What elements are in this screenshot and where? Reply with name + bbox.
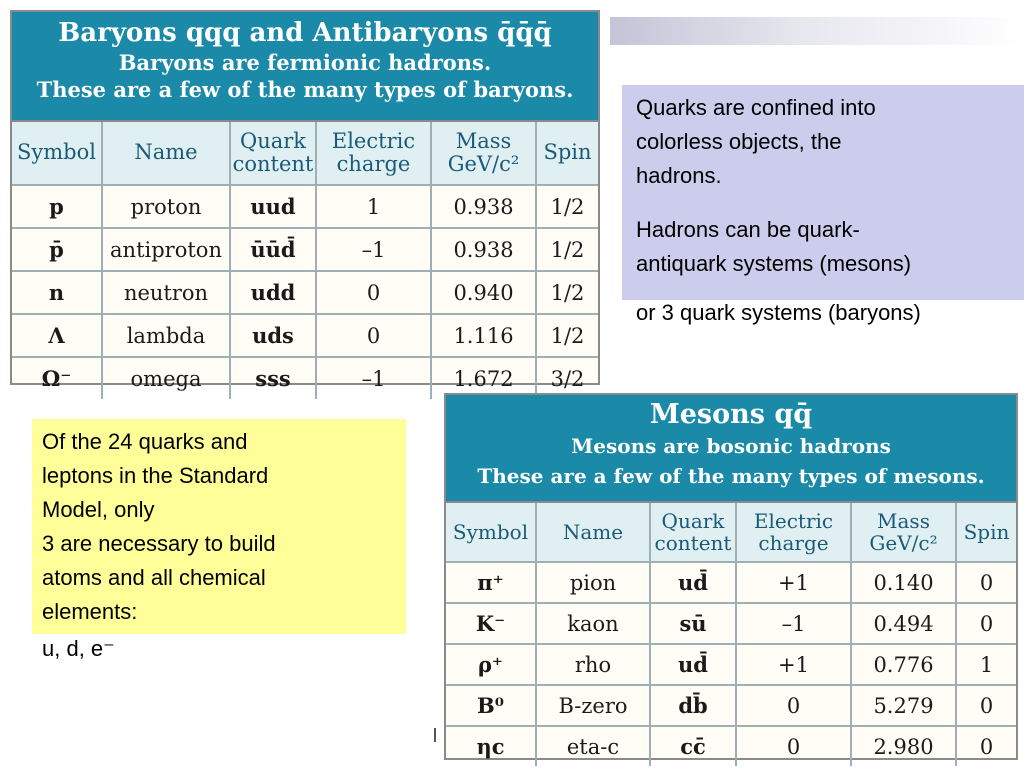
spin-cell: 1/2 bbox=[536, 228, 598, 271]
mass-cell: 5.279 bbox=[851, 685, 956, 726]
symbol-cell: ρ⁺ bbox=[446, 644, 536, 685]
note-line: antiquark systems (mesons) bbox=[636, 251, 912, 276]
name-cell: neutron bbox=[102, 271, 230, 314]
symbol-cell: B⁰ bbox=[446, 685, 536, 726]
column-header-quark-content: Quark content bbox=[650, 503, 736, 562]
spin-cell: 0 bbox=[956, 685, 1016, 726]
meson-table bbox=[444, 393, 1018, 760]
spin-cell: 1 bbox=[956, 644, 1016, 685]
symbol-cell: p̄ bbox=[12, 228, 102, 271]
charge-cell: –1 bbox=[316, 357, 431, 399]
quark-cell: db̄ bbox=[650, 685, 736, 726]
charge-cell: –1 bbox=[316, 228, 431, 271]
spin-cell: 1/2 bbox=[536, 271, 598, 314]
column-header-name: Name bbox=[102, 122, 230, 185]
name-cell: eta-c bbox=[536, 726, 650, 766]
name-cell: proton bbox=[102, 185, 230, 228]
charge-cell: 0 bbox=[736, 726, 851, 766]
charge-cell: –1 bbox=[736, 603, 851, 644]
meson-table-header bbox=[446, 395, 1016, 503]
table-row bbox=[446, 726, 1016, 766]
note-line: Hadrons can be quark- bbox=[636, 217, 860, 242]
quark-cell: sss bbox=[230, 357, 316, 399]
charge-cell: +1 bbox=[736, 562, 851, 603]
quark-cell: sū bbox=[650, 603, 736, 644]
spin-cell: 0 bbox=[956, 603, 1016, 644]
column-header-symbol: Symbol bbox=[12, 122, 102, 185]
charge-cell: 0 bbox=[316, 314, 431, 357]
confinement-note bbox=[622, 85, 1024, 300]
column-header-spin: Spin bbox=[536, 122, 598, 185]
spin-cell: 0 bbox=[956, 726, 1016, 766]
spin-cell: 3/2 bbox=[536, 357, 598, 399]
decorative-gradient-bar bbox=[610, 17, 1024, 45]
column-header-quark-content: Quark content bbox=[230, 122, 316, 185]
note-line: elements: bbox=[42, 599, 138, 624]
table-row bbox=[12, 271, 598, 314]
mass-cell: 2.980 bbox=[851, 726, 956, 766]
table-row bbox=[446, 685, 1016, 726]
mass-cell: 1.672 bbox=[431, 357, 536, 399]
meson-subtitle-2: These are a few of the many types of mesons. bbox=[477, 464, 985, 488]
name-cell: pion bbox=[536, 562, 650, 603]
column-header-electric-charge: Electric charge bbox=[736, 503, 851, 562]
mass-cell: 0.776 bbox=[851, 644, 956, 685]
mass-cell: 0.938 bbox=[431, 185, 536, 228]
quark-cell: uud bbox=[230, 185, 316, 228]
quark-cell: ud̄ bbox=[650, 644, 736, 685]
symbol-cell: Λ bbox=[12, 314, 102, 357]
table-row bbox=[12, 228, 598, 271]
table-row bbox=[446, 603, 1016, 644]
note-line: atoms and all chemical bbox=[42, 565, 266, 590]
name-cell: omega bbox=[102, 357, 230, 399]
baryon-table-header bbox=[12, 12, 598, 122]
quark-cell: udd bbox=[230, 271, 316, 314]
quark-cell: cc̄ bbox=[650, 726, 736, 766]
mass-cell: 0.940 bbox=[431, 271, 536, 314]
symbol-cell: K⁻ bbox=[446, 603, 536, 644]
spin-cell: 0 bbox=[956, 562, 1016, 603]
symbol-cell: n bbox=[12, 271, 102, 314]
symbol-cell: π⁺ bbox=[446, 562, 536, 603]
standard-model-note bbox=[32, 419, 406, 634]
note-line: hadrons. bbox=[636, 163, 722, 188]
note-line: u, d, e⁻ bbox=[42, 636, 115, 661]
baryon-table bbox=[10, 10, 600, 391]
charge-cell: +1 bbox=[736, 644, 851, 685]
charge-cell: 1 bbox=[316, 185, 431, 228]
meson-subtitle-1: Mesons are bosonic hadrons bbox=[571, 434, 891, 458]
symbol-cell: ηc bbox=[446, 726, 536, 766]
column-header-name: Name bbox=[536, 503, 650, 562]
meson-title: Mesons qq̄ bbox=[649, 399, 813, 430]
note-line: Quarks are confined into bbox=[636, 95, 876, 120]
baryon-title: Baryons qqq and Antibaryons q̄q̄q̄ bbox=[58, 18, 552, 48]
symbol-cell: Ω⁻ bbox=[12, 357, 102, 399]
note-line: Model, only bbox=[42, 497, 155, 522]
mass-cell: 0.494 bbox=[851, 603, 956, 644]
baryon-subtitle-2: These are a few of the many types of baryons. bbox=[36, 77, 574, 102]
name-cell: antiproton bbox=[102, 228, 230, 271]
name-cell: kaon bbox=[536, 603, 650, 644]
note-line: or 3 quark systems (baryons) bbox=[636, 300, 921, 325]
symbol-cell: p bbox=[12, 185, 102, 228]
note-line: 3 are necessary to build bbox=[42, 531, 276, 556]
column-header-symbol: Symbol bbox=[446, 503, 536, 562]
column-header-electric-charge: Electric charge bbox=[316, 122, 431, 185]
name-cell: B-zero bbox=[536, 685, 650, 726]
column-header-spin: Spin bbox=[956, 503, 1016, 562]
baryon-subtitle-1: Baryons are fermionic hadrons. bbox=[118, 50, 492, 75]
note-line: colorless objects, the bbox=[636, 129, 842, 154]
mass-cell: 1.116 bbox=[431, 314, 536, 357]
mass-cell: 0.140 bbox=[851, 562, 956, 603]
table-row bbox=[446, 644, 1016, 685]
quark-cell: ūūd̄ bbox=[230, 228, 316, 271]
charge-cell: 0 bbox=[316, 271, 431, 314]
spin-cell: 1/2 bbox=[536, 185, 598, 228]
note-line: leptons in the Standard bbox=[42, 463, 269, 488]
column-header-mass: Mass GeV/c² bbox=[851, 503, 956, 562]
note-line: Of the 24 quarks and bbox=[42, 429, 248, 454]
table-row bbox=[12, 314, 598, 357]
column-header-mass: Mass GeV/c² bbox=[431, 122, 536, 185]
charge-cell: 0 bbox=[736, 685, 851, 726]
quark-cell: uds bbox=[230, 314, 316, 357]
quark-cell: ud̄ bbox=[650, 562, 736, 603]
table-row bbox=[12, 185, 598, 228]
mass-cell: 0.938 bbox=[431, 228, 536, 271]
spin-cell: 1/2 bbox=[536, 314, 598, 357]
decorative-tick bbox=[434, 728, 436, 742]
name-cell: rho bbox=[536, 644, 650, 685]
name-cell: lambda bbox=[102, 314, 230, 357]
table-row bbox=[446, 562, 1016, 603]
